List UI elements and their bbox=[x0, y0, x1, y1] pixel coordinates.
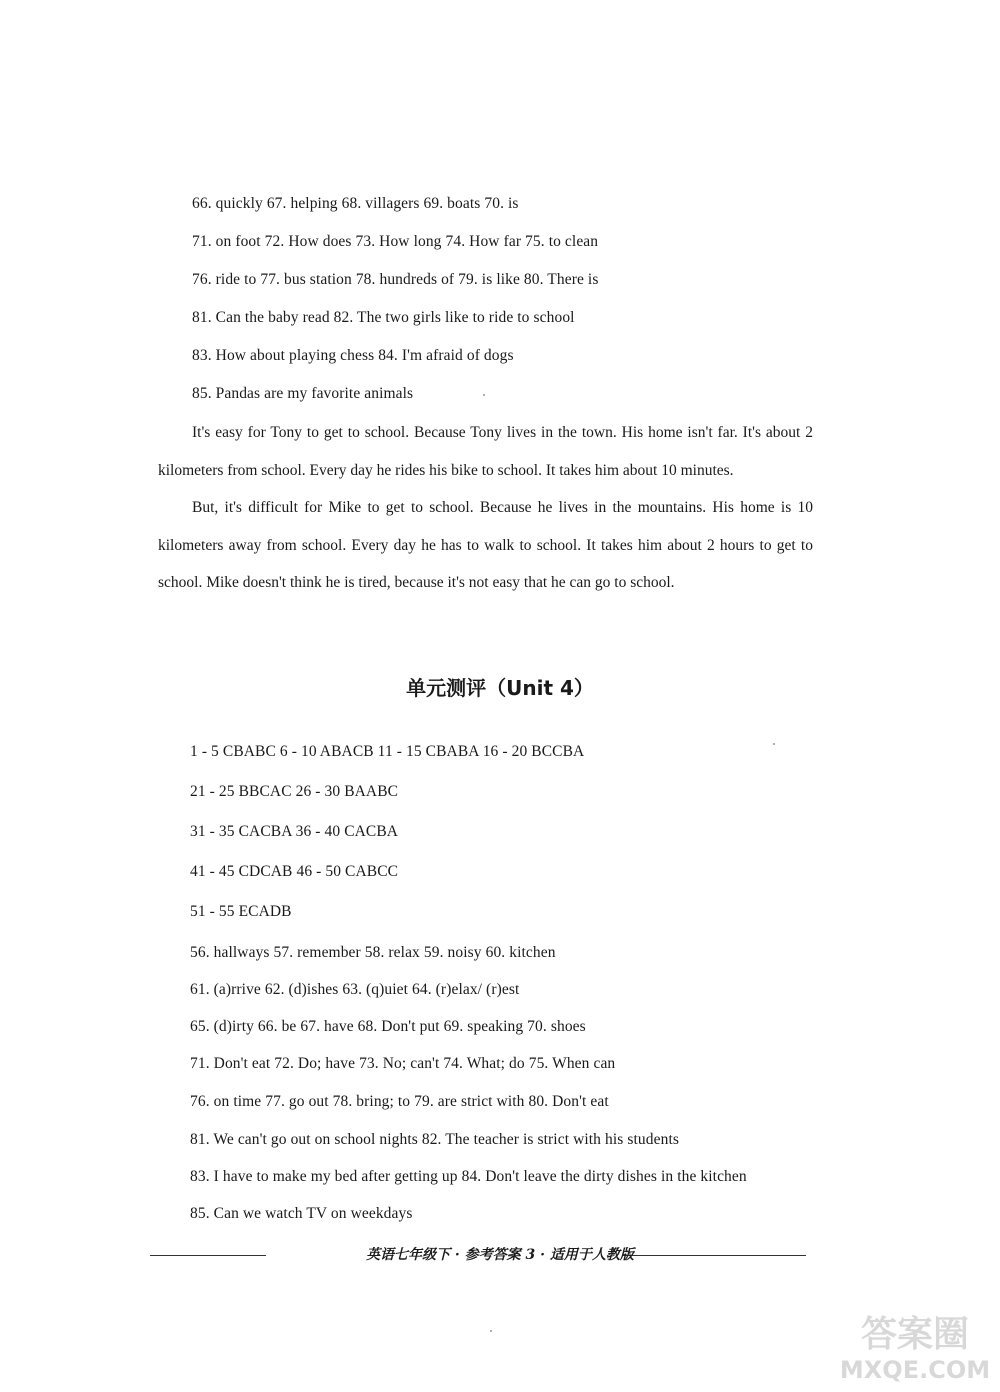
page-footer: 英语七年级下 · 参考答案 3 · 适用于人教版 bbox=[366, 1247, 634, 1263]
answer-line: 41 - 45 CDCAB 46 - 50 CABCC bbox=[190, 863, 399, 880]
answer-line: 76. ride to 77. bus station 78. hundreds of 79. is like 80. There is bbox=[192, 271, 599, 288]
answer-line: 31 - 35 CACBA 36 - 40 CACBA bbox=[190, 823, 399, 840]
answer-line: 66. quickly 67. helping 68. villagers 69. boats 70. is bbox=[192, 195, 519, 212]
answer-line: 71. Don't eat 72. Do; have 73. No; can't 74. What; do 75. When can bbox=[190, 1055, 616, 1072]
answer-line: 21 - 25 BBCAC 26 - 30 BAABC bbox=[190, 783, 399, 800]
answer-line: 61. (a)rrive 62. (d)ishes 63. (q)uiet 64. (r)elax/ (r)est bbox=[190, 981, 520, 998]
answer-line: 83. I have to make my bed after getting up 84. Don't leave the dirty dishes in the kitchen bbox=[190, 1168, 747, 1185]
answer-line: 76. on time 77. go out 78. bring; to 79. are strict with 80. Don't eat bbox=[190, 1093, 609, 1110]
scan-speck bbox=[490, 1330, 492, 1332]
answer-line: 81. We can't go out on school nights 82. The teacher is strict with his students bbox=[190, 1131, 679, 1148]
answer-line: 83. How about playing chess 84. I'm afraid of dogs bbox=[192, 347, 514, 364]
writing-paragraph: It's easy for Tony to get to school. Because Tony lives in the town. His home isn't far. It's about 2 kilometers from school. Every day he rides his bike to school. It takes him about 10 minutes. bbox=[158, 424, 813, 479]
section-title: 单元测评（Unit 4） bbox=[406, 676, 594, 700]
answer-line: 65. (d)irty 66. be 67. have 68. Don't put 69. speaking 70. shoes bbox=[190, 1018, 586, 1035]
answer-line: 51 - 55 ECADB bbox=[190, 903, 292, 920]
answer-line: 1 - 5 CBABC 6 - 10 ABACB 11 - 15 CBABA 16 - 20 BCCBA bbox=[190, 743, 585, 760]
answer-line: 81. Can the baby read 82. The two girls like to ride to school bbox=[192, 309, 575, 326]
site-watermark-logo bbox=[840, 1304, 990, 1384]
writing-sample bbox=[158, 414, 813, 602]
answer-line: 71. on foot 72. How does 73. How long 74. How far 75. to clean bbox=[192, 233, 599, 250]
scan-speck bbox=[483, 394, 485, 396]
watermark-logo-text: 答案圈 bbox=[860, 1314, 970, 1355]
answer-line: 85. Pandas are my favorite animals bbox=[192, 385, 414, 402]
answer-line: 85. Can we watch TV on weekdays bbox=[190, 1205, 413, 1222]
answer-line: 56. hallways 57. remember 58. relax 59. noisy 60. kitchen bbox=[190, 944, 556, 961]
scan-speck bbox=[773, 743, 775, 745]
writing-paragraph: But, it's difficult for Mike to get to school. Because he lives in the mountains. His home is 10 kilometers away from school. Every day he has to walk to school. It takes him about 2 hours to get to school. Mike doesn't think he is tired, because it's not easy that he can go to school. bbox=[158, 499, 813, 591]
watermark-url: MXQE.COM bbox=[840, 1356, 990, 1384]
